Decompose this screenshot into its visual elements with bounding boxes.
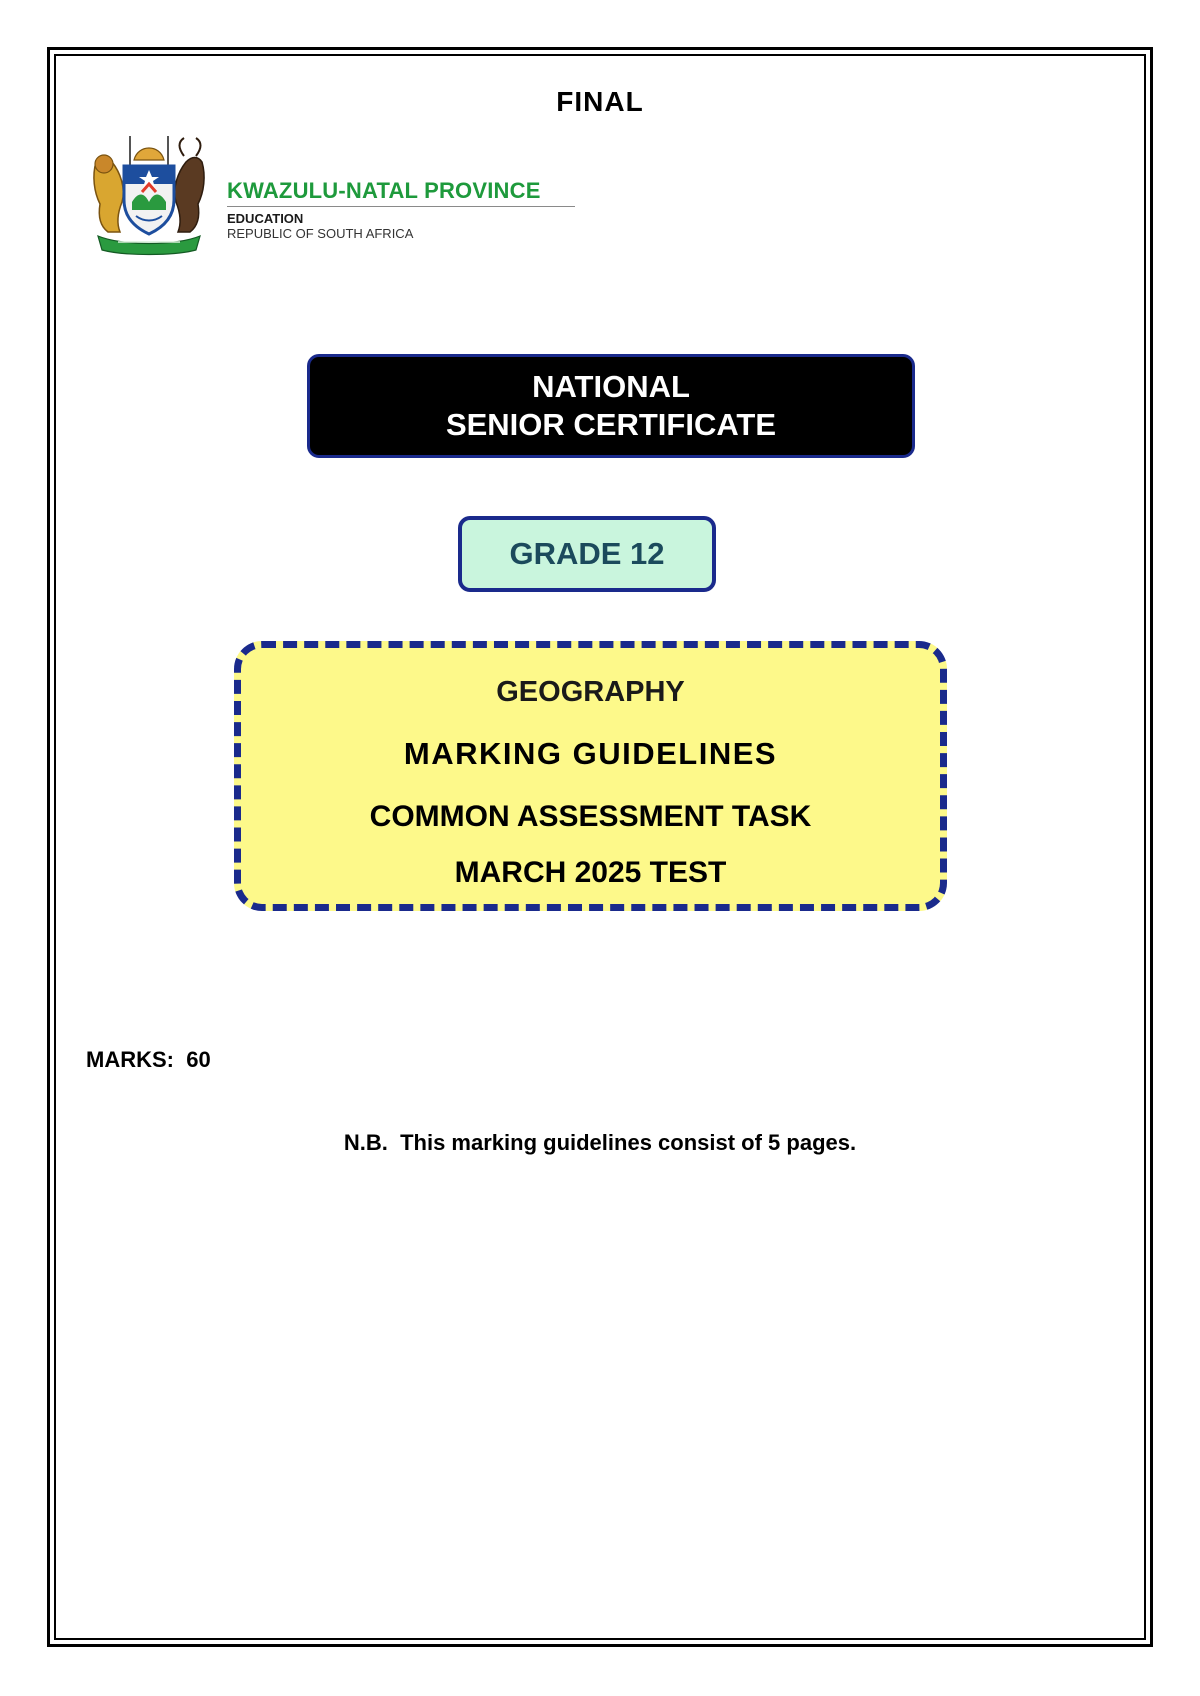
organisation-block (227, 178, 577, 241)
provincial-coat-of-arms-icon (86, 132, 212, 256)
country-name: REPUBLIC OF SOUTH AFRICA (227, 226, 414, 241)
page-count-note: N.B. This marking guidelines consist of 5 pages. (343, 1130, 857, 1155)
grade-badge: GRADE 12 (458, 516, 716, 592)
certificate-banner (307, 354, 915, 458)
certificate-line-1: NATIONAL (532, 369, 690, 404)
total-marks: MARKS: 60 (86, 1047, 211, 1072)
test-session: MARCH 2025 TEST (454, 856, 727, 889)
subject-title: GEOGRAPHY (496, 676, 685, 708)
document-type: MARKING GUIDELINES (403, 736, 778, 771)
document-status-label: FINAL (556, 86, 644, 117)
subject-panel (234, 641, 947, 911)
task-name: COMMON ASSESSMENT TASK (369, 800, 812, 833)
certificate-line-2: SENIOR CERTIFICATE (445, 407, 777, 442)
province-name: KWAZULU-NATAL PROVINCE (227, 178, 541, 203)
organisation-divider (227, 206, 575, 207)
department-name: EDUCATION (227, 211, 304, 226)
